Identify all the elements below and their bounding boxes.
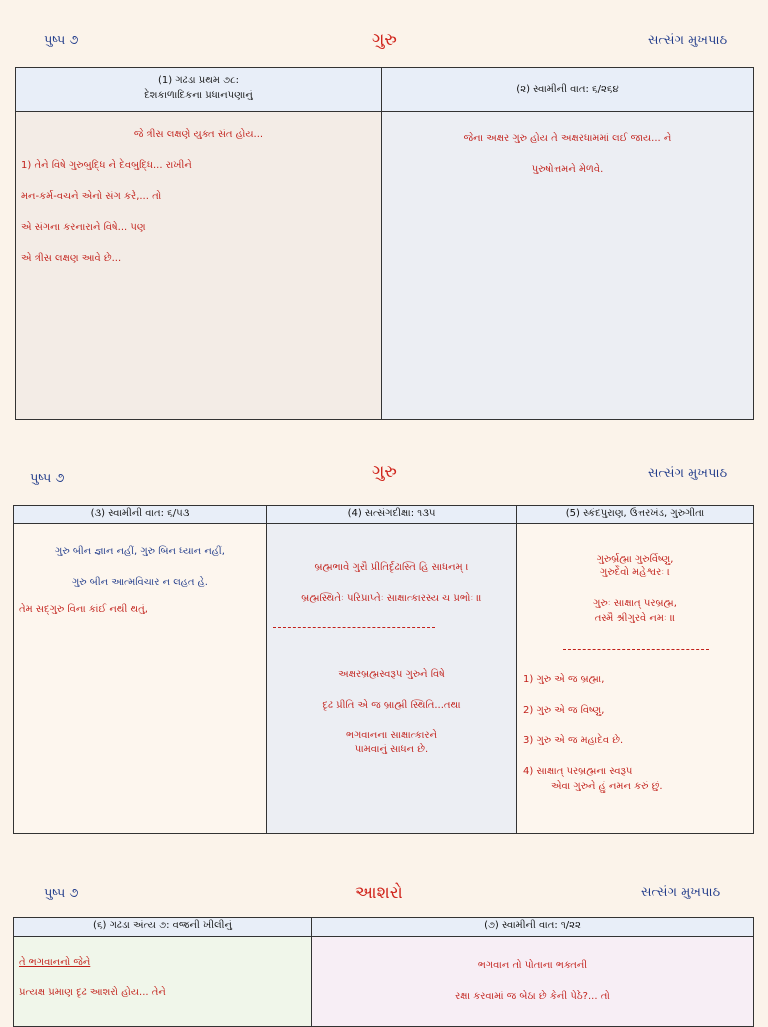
- text-line: જે ત્રીસ લક્ષણે યુક્ત સંત હોય...: [133, 129, 264, 140]
- cell: [382, 112, 754, 420]
- text-line: ગુરુ બીન જ્ઞાન નહીં, ગુરુ બિન ધ્યાન નહીં,: [55, 546, 225, 557]
- header-left: પુષ્પ ૭: [44, 33, 79, 48]
- col-head: (૬) ગઢડા અંત્ય ૭: વજ્રની ખીલીનું: [14, 918, 312, 937]
- header-left: પુષ્પ ૭: [30, 471, 65, 486]
- col-head-line: (1) ગઢડા પ્રથમ ૭૮:: [158, 75, 239, 86]
- text-line: જેના અક્ષર ગુરુ હોય તે અક્ષરધામમાં લઈ જાય... ને: [463, 133, 672, 144]
- col-head: [16, 68, 382, 112]
- cell: [267, 524, 517, 834]
- cell: [16, 112, 382, 420]
- section-2: [0, 433, 768, 863]
- header-left: પુષ્પ ૭: [44, 886, 79, 901]
- header-title: આશરો: [355, 883, 403, 903]
- text-line: 1) તેને વિષે ગુરુબુદ્ધિ ને દેવબુદ્ધિ... રાખીને: [21, 160, 192, 171]
- col-head-text: (૨) સ્વામીની વાત: ૬/૨૬૪: [516, 84, 619, 95]
- cell: [517, 524, 754, 834]
- header-title: ગુરુ: [372, 462, 397, 482]
- text-line: તે ભગવાનનો જેને: [19, 957, 91, 968]
- text-line: એવા ગુરુને હું નમન કરું છું.: [551, 781, 663, 792]
- col-head: (5) સ્કંદપુરાણ, ઉત્તરખંડ, ગુરુગીતા: [517, 506, 754, 524]
- text-line: ભગવાનના સાક્ષાત્કારને: [345, 730, 438, 741]
- text-line: એ સંગના કરનારાને વિષે... પણ: [21, 222, 146, 233]
- cell: [312, 937, 754, 1027]
- text-line: 2) ગુરુ એ જ વિષ્ણુ,: [523, 705, 605, 716]
- cell: [14, 524, 267, 834]
- text-line: 3) ગુરુ એ જ મહાદેવ છે.: [523, 735, 624, 746]
- text-line: 4) સાક્ષાત્ પરબ્રહ્મના સ્વરૂપ: [523, 766, 633, 777]
- text-line: અક્ષરબ્રહ્મસ્વરૂપ ગુરુને વિષે: [338, 669, 445, 680]
- text-line: દૃઢ પ્રીતિ એ જ બ્રાહ્મી સ્થિતિ...તથા: [322, 700, 461, 711]
- text-line: પુરુષોત્તમને મેળવે.: [531, 164, 604, 175]
- divider: [563, 649, 709, 650]
- text-line: બ્રહ્મસ્થિતેઃ પરિપ્રાપ્તેઃ સાક્ષાત્કારસ્ય ચ પ્રભોઃ ॥: [301, 593, 482, 604]
- text-line: મન-કર્મ-વચને એનો સંગ કરે,... તો: [21, 191, 162, 202]
- table-1: [15, 67, 754, 420]
- table-3: [13, 917, 754, 1027]
- col-head-line: દેશકાળાદિકના પ્રધાનપણાનું: [144, 90, 253, 101]
- header-right: સત્સંગ મુખપાઠ: [648, 33, 728, 48]
- section-1: [0, 0, 768, 430]
- divider: [273, 627, 435, 628]
- text-line: રક્ષા કરવામાં જ બેઠા છે કેની પેઠે?... તો: [455, 991, 610, 1002]
- text-line: પામવાનું સાધન છે.: [354, 744, 429, 755]
- col-head: (૩) સ્વામીની વાત: ૬/૫૩: [14, 506, 267, 524]
- col-head: (4) સત્સંગદીક્ષા: ૧૩૫: [267, 506, 517, 524]
- text-line: તસ્મૈ શ્રીગુરવે નમઃ ॥: [594, 613, 676, 624]
- text-line: ગુરુઃ સાક્ષાત્ પરબ્રહ્મ,: [593, 598, 677, 609]
- col-head: (૭) સ્વામીની વાત: ૧/૨૨: [312, 918, 754, 937]
- header-title: ગુરુ: [372, 30, 397, 50]
- col-head: [382, 68, 754, 112]
- header-right: સત્સંગ મુખપાઠ: [641, 885, 721, 900]
- text-line: બ્રહ્મભાવે ગુરૌ પ્રીતિર્દૃઢાસ્તિ હિ સાધનમ્ ।: [314, 562, 469, 573]
- cell: [14, 937, 312, 1027]
- text-line: ગુરુર્બ્રહ્મા ગુરુર્વિષ્ણુ,: [596, 554, 674, 565]
- text-line: પ્રત્યક્ષ પ્રમાણ દૃઢ આશરો હોય... તેને: [19, 987, 166, 998]
- text-line: ભગવાન તો પોતાના ભક્તની: [477, 960, 588, 971]
- text-line: તેમ સદ્‌ગુરુ વિના કાંઈ નથી થતું,: [19, 604, 148, 615]
- table-2: [13, 505, 754, 834]
- text-line: એ ત્રીસ લક્ષણ આવે છે...: [21, 253, 122, 264]
- section-3: [0, 866, 768, 1024]
- header-right: સત્સંગ મુખપાઠ: [648, 466, 728, 481]
- text-line: ગુરુર્દેવો મહેશ્વરઃ ।: [600, 567, 670, 578]
- text-line: 1) ગુરુ એ જ બ્રહ્મા,: [523, 674, 605, 685]
- text-line: ગુરુ બીન આત્મવિચાર ન લહત હે.: [72, 577, 208, 588]
